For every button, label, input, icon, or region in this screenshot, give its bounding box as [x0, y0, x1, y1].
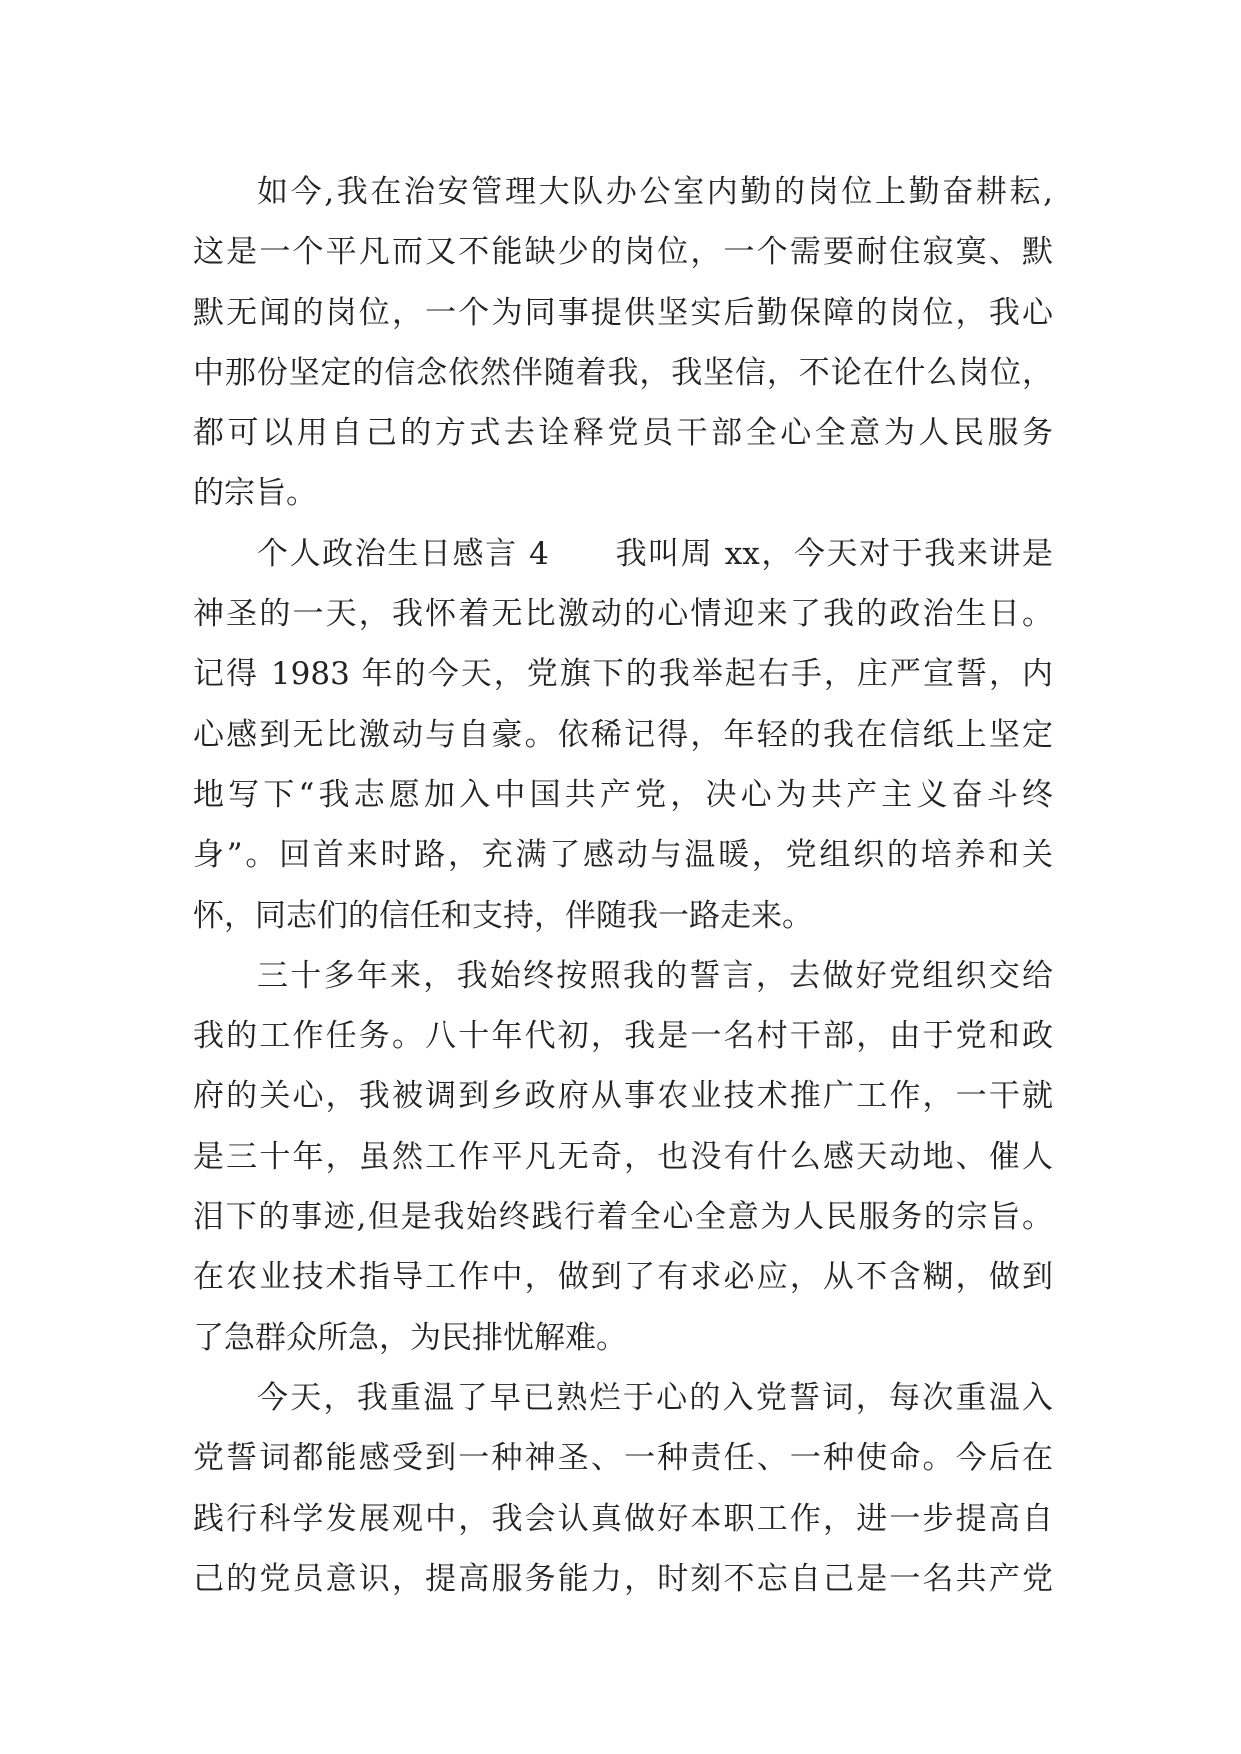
paragraph-4	[193, 1368, 1053, 1609]
text-line: 中那份坚定的信念依然伴随着我，我坚信，不论在什么岗位，	[193, 354, 1053, 391]
text-line: 府的关心，我被调到乡政府从事农业技术推广工作，一干就	[193, 1078, 1053, 1115]
text-line: 神圣的一天，我怀着无比激动的心情迎来了我的政治生日。	[193, 596, 1053, 633]
document-body	[193, 162, 1053, 1609]
text-line: 在农业技术指导工作中，做到了有求必应，从不含糊，做到	[193, 1259, 1053, 1296]
paragraph-3	[193, 946, 1053, 1368]
text-line: 记得 1983 年的今天，党旗下的我举起右手，庄严宣誓，内	[193, 656, 1053, 693]
text-line: 如今,我在治安管理大队办公室内勤的岗位上勤奋耕耘,	[257, 174, 1053, 210]
text-line: 都可以用自己的方式去诠释党员干部全心全意为人民服务	[193, 415, 1053, 452]
text-line: 地写下“我志愿加入中国共产党，决心为共产主义奋斗终	[193, 776, 1053, 813]
paragraph-1	[193, 162, 1053, 524]
text-line: 是三十年，虽然工作平凡无奇，也没有什么感天动地、催人	[193, 1138, 1053, 1175]
text-line: 怀，同志们的信任和支持，伴随我一路走来。	[193, 897, 813, 934]
text-line: 三十多年来，我始终按照我的誓言，去做好党组织交给	[257, 957, 1053, 994]
text-line: 心感到无比激动与自豪。依稀记得，年轻的我在信纸上坚定	[193, 716, 1053, 753]
text-line: 默无闻的岗位，一个为同事提供坚实后勤保障的岗位，我心	[193, 294, 1053, 331]
text-line: 今天，我重温了早已熟烂于心的入党誓词，每次重温入	[257, 1379, 1053, 1416]
text-line: 践行科学发展观中，我会认真做好本职工作，进一步提高自	[193, 1500, 1053, 1537]
paragraph-2	[193, 524, 1053, 946]
text-line: 党誓词都能感受到一种神圣、一种责任、一种使命。今后在	[193, 1440, 1053, 1477]
text-line: 这是一个平凡而又不能缺少的岗位，一个需要耐住寂寞、默	[193, 234, 1053, 271]
text-line: 泪下的事迹,但是我始终践行着全心全意为人民服务的宗旨。	[193, 1199, 1053, 1236]
text-line: 己的党员意识，提高服务能力，时刻不忘自己是一名共产党	[193, 1560, 1053, 1597]
text-line: 了急群众所急，为民排忧解难。	[193, 1319, 627, 1356]
text-line: 身”。回首来时路，充满了感动与温暖，党组织的培养和关	[193, 837, 1053, 874]
text-line: 我的工作任务。八十年代初，我是一名村干部，由于党和政	[193, 1018, 1053, 1055]
text-line: 个人政治生日感言 4 我叫周 xx，今天对于我来讲是	[257, 535, 1053, 572]
text-line: 的宗旨。	[193, 475, 317, 512]
